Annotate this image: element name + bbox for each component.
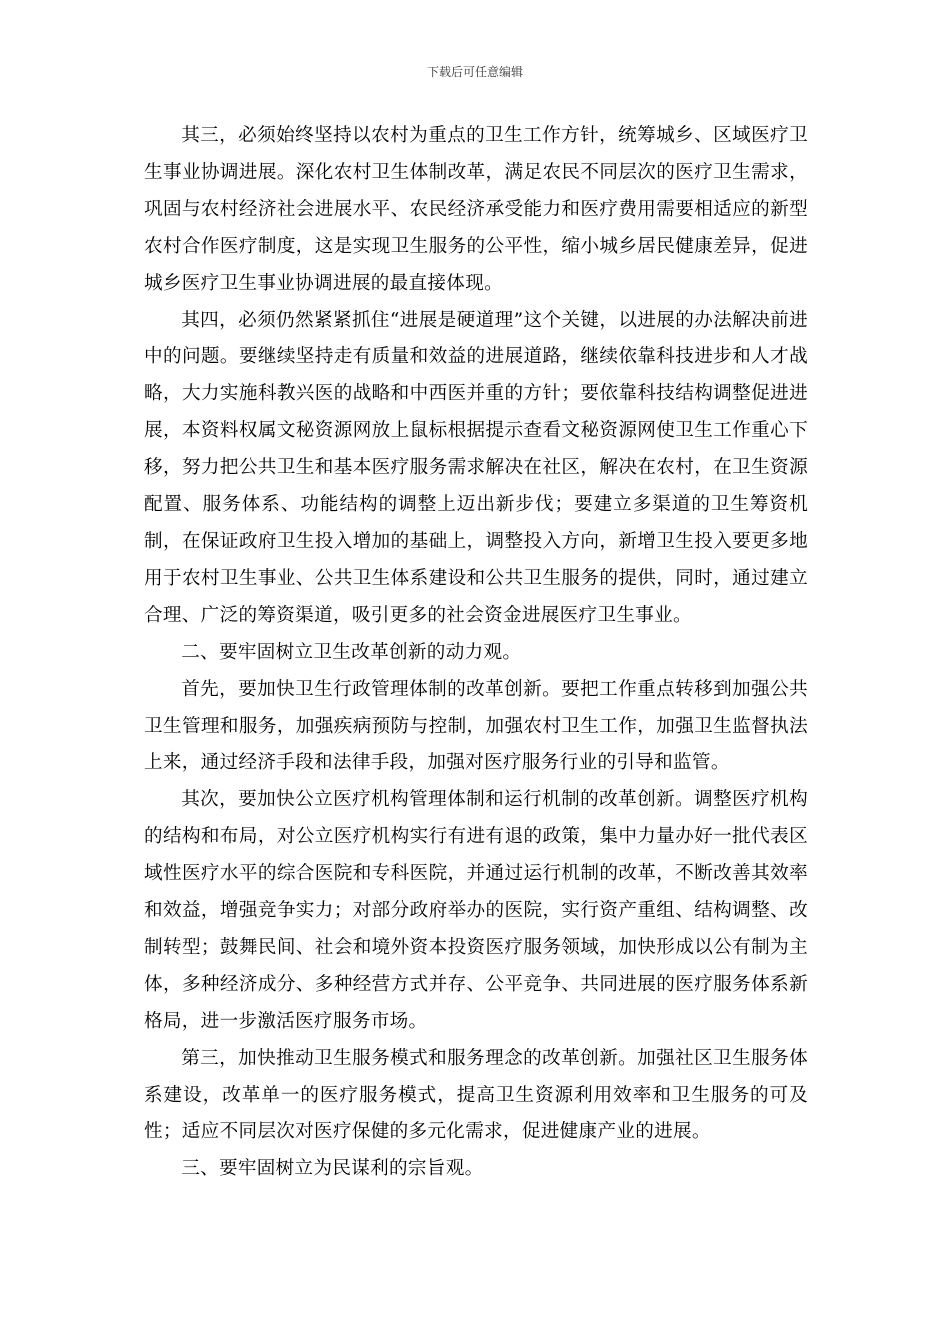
paragraph-second: 其次，要加快公立医疗机构管理体制和运行机制的改革创新。调整医疗机构的结构和布局，对公立医疗机构实行有进有退的政策，集中力量办好一批代表区域性医疗水平的综合医院和专科医院，并通过运行机制的改革，不断改善其效率和效益，增强竞争实力；对部分政府举办的医院，实行资产重组、结构调整、改制转型；鼓舞民间、社会和境外资本投资医疗服务领域，加快形成以公有制为主体，多种经济成分、多种经营方式并存、公平竞争、共同进展的医疗服务体系新格局，进一步激活医疗服务市场。 <box>144 789 808 1032</box>
section-heading-three: 三、要牢固树立为民谋利的宗旨观。 <box>181 1158 484 1180</box>
paragraph-point-three: 其三，必须始终坚持以农村为重点的卫生工作方针，统筹城乡、区域医疗卫生事业协调进展。深化农村卫生体制改革，满足农民不同层次的医疗卫生需求，巩固与农村经济社会进展水平、农民经济承受能力和医疗费用需要相适应的新型农村合作医疗制度，这是实现卫生服务的公平性，缩小城乡居民健康差异，促进城乡医疗卫生事业协调进展的最直接体现。 <box>144 125 808 294</box>
paragraph-first: 首先，要加快卫生行政管理体制的改革创新。要把工作重点转移到加强公共卫生管理和服务，加强疾病预防与控制，加强农村卫生工作，加强卫生监督执法上来，通过经济手段和法律手段，加强对医疗服务行业的引导和监管。 <box>144 678 808 774</box>
paragraph-third: 第三，加快推动卫生服务模式和服务理念的改革创新。加强社区卫生服务体系建设，改革单一的医疗服务模式，提高卫生资源利用效率和卫生服务的可及性；适应不同层次对医疗保健的多元化需求，促进健康产业的进展。 <box>144 1047 808 1143</box>
document-body <box>144 118 808 1188</box>
page-header: 下载后可任意编辑 <box>426 65 523 79</box>
paragraph-point-four: 其四，必须仍然紧紧抓住“进展是硬道理”这个关键，以进展的办法解决前进中的问题。要继续坚持走有质量和效益的进展道路，继续依靠科技进步和人才战略，大力实施科教兴医的战略和中西医并重的方针；要依靠科技结构调整促进进展，本资料权属文秘资源网放上鼠标根据提示查看文秘资源网使卫生工作重心下移，努力把公共卫生和基本医疗服务需求解决在社区，解决在农村，在卫生资源配置、服务体系、功能结构的调整上迈出新步伐；要建立多渠道的卫生筹资机制，在保证政府卫生投入增加的基础上，调整投入方向，新增卫生投入要更多地用于农村卫生事业、公共卫生体系建设和公共卫生服务的提供，同时，通过建立合理、广泛的筹资渠道，吸引更多的社会资金进展医疗卫生事业。 <box>144 309 808 626</box>
section-heading-two: 二、要牢固树立卫生改革创新的动力观。 <box>181 641 522 663</box>
